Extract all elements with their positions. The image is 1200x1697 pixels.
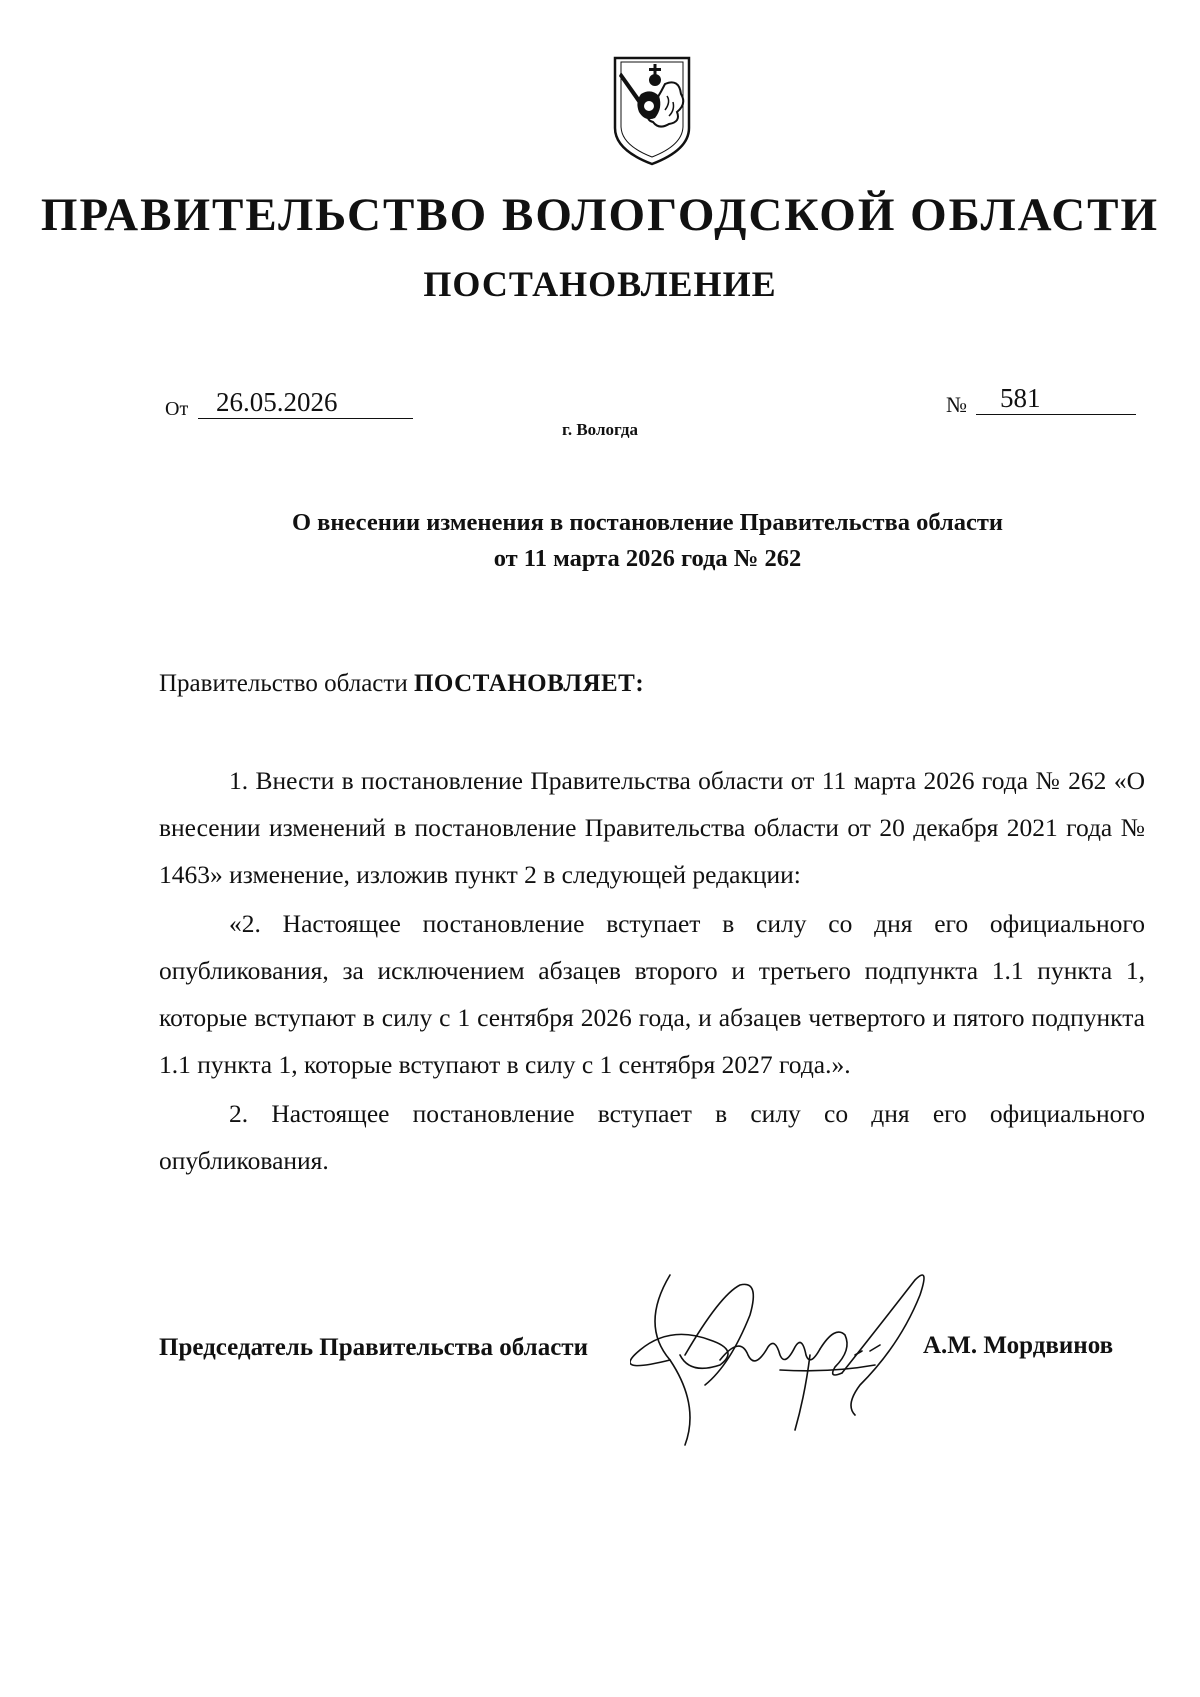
document-date: 26.05.2026 [198, 386, 413, 419]
document-number: 581 [976, 382, 1136, 415]
organization-title: ПРАВИТЕЛЬСТВО ВОЛОГОДСКОЙ ОБЛАСТИ [40, 189, 1160, 241]
paragraph-2: «2. Настоящее постановление вступает в силу со дня его официального опубликования, за исключением абзацев второго и третьего подпункта 1.1 пункта 1, которые вступают в силу с 1 сентября 2026 года, и абзацев четвертого и пятого подпункта 1.1 пункта 1, которые вступают в силу с 1 сентября 2027 года.». [159, 909, 1145, 1079]
city: г. Вологда [562, 420, 638, 439]
preamble [159, 670, 644, 698]
coat-of-arms-icon [607, 50, 697, 170]
signatory-position: Председатель Правительства области [159, 1334, 588, 1361]
preamble-verb: ПОСТАНОВЛЯЕТ: [413, 670, 645, 697]
handwritten-signature-icon [630, 1255, 960, 1455]
date-prefix: От [165, 398, 189, 420]
document-subject [160, 505, 1135, 577]
preamble-text: Правительство области [159, 670, 408, 697]
signatory-name: А.М. Мордвинов [923, 1332, 1114, 1359]
subject-line-1: О внесении изменения в постановление Правительства области [291, 509, 1003, 536]
subject-line-2: от 11 марта 2026 года № 262 [493, 545, 802, 572]
document-type: ПОСТАНОВЛЕНИЕ [423, 264, 777, 304]
paragraph-3: 2. Настоящее постановление вступает в силу со дня его официального опубликования. [159, 1099, 1145, 1175]
number-prefix: № [946, 392, 967, 417]
paragraph-1: 1. Внести в постановление Правительства области от 11 марта 2026 года № 262 «О внесении изменений в постановление Правительства области от 20 декабря 2021 года № 1463» изменение, изложив пункт 2 в следующей редакции: [159, 766, 1145, 889]
